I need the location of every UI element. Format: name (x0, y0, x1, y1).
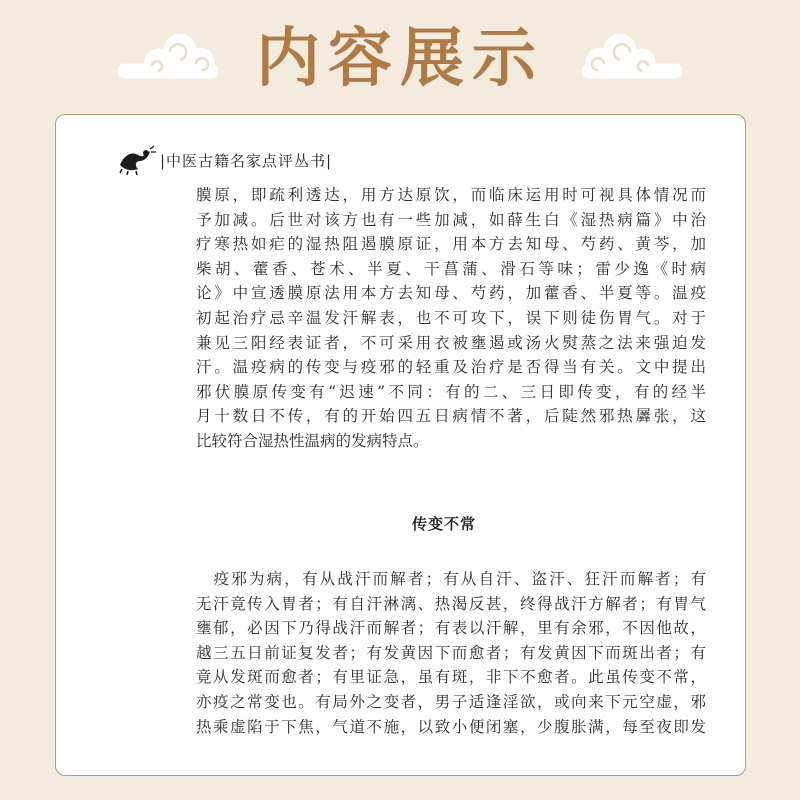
text-line: 热乘虚陷于下焦，气道不施，以致小便闭塞，少腹胀满，每至夜即发 (196, 717, 706, 736)
text-line: 予加减。后世对该方也有一些加减，如薛生白《湿热病篇》中治 (196, 210, 706, 229)
text-line: 比较符合湿热性温病的发病特点。 (196, 431, 429, 450)
dragon-logo-icon (116, 145, 156, 175)
text-line: 越三五日前证复发者；有发黄因下而愈者；有发黄因下而斑出者；有 (196, 643, 706, 662)
text-line: 膜原，即疏利透达，用方达原饮，而临床运用时可视具体情况而 (196, 186, 706, 204)
section-heading: 传变不常 (412, 515, 477, 533)
text-line: 竟从发斑而愈者；有里证急，虽有斑，非下不愈者。此虽传变不常， (196, 668, 706, 687)
text-line: 疫邪为病，有从战汗而解者；有从自汗、盗汗、狂汗而解者；有 (196, 570, 706, 588)
text-line: 邪伏膜原传变有“迟速”不同：有的二、三日即传变，有的经半 (196, 382, 706, 401)
cloud-ornament-right-icon (572, 28, 692, 90)
series-title: |中医古籍名家点评丛书| (160, 151, 333, 170)
text-line: 论》中宣透膜原法用本方去知母、芍药，加藿香、半夏等。温疫 (196, 284, 706, 303)
paragraph-main-text (196, 567, 706, 739)
banner (0, 0, 800, 118)
text-line: 汗。温疫病的传变与疫邪的轻重及治疗是否得当有关。文中提出 (196, 358, 706, 377)
text-line: 兼见三阳经表证者，不可采用衣被壅遏或汤火熨蒸之法来强迫发 (196, 333, 706, 352)
text-line: 月十数日不传，有的开始四五日病情不著，后陡然邪热羼张，这 (196, 407, 706, 426)
paragraph-commentary (196, 183, 706, 454)
banner-title: 内容展示 (256, 22, 544, 96)
text-line: 壅郁，必因下乃得战汗而解者；有表以汗解，里有余邪，不因他故， (196, 619, 706, 638)
text-line: 亦疫之常变也。有局外之变者，男子适逢淫欲，或向来下元空虚，邪 (196, 692, 706, 711)
series-header (116, 145, 332, 175)
text-line: 柴胡、藿香、苍术、半夏、干菖蒲、滑石等味；雷少逸《时病 (196, 259, 706, 278)
text-line: 无汗竟传入胃者；有自汗淋漓、热渴反甚，终得战汗方解者；有胃气 (196, 594, 706, 613)
text-line: 初起治疗忌辛温发汗解表，也不可攻下，误下则徒伤胃气。对于 (196, 308, 706, 327)
text-line: 疗寒热如疟的湿热阻遏膜原证，用本方去知母、芍药、黄芩，加 (196, 235, 706, 254)
book-page (55, 114, 746, 776)
